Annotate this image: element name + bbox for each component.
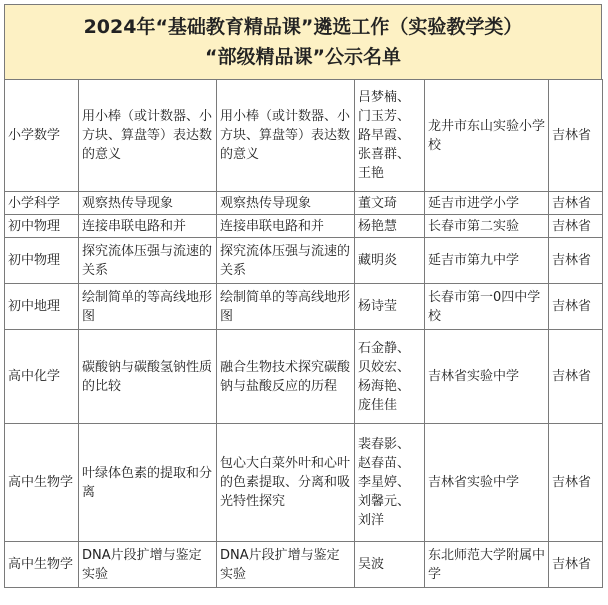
school-cell: 吉林省实验中学 <box>425 424 549 542</box>
teacher-name: 赵春苗、 <box>358 456 411 471</box>
teacher-name: 李星婷、 <box>358 475 411 490</box>
school-cell: 延吉市进学小学 <box>425 192 549 215</box>
table-row <box>5 424 603 542</box>
topic-cell: 绘制简单的等高线地形图 <box>79 284 217 330</box>
school-cell: 延吉市第九中学 <box>425 238 549 284</box>
subject-cell: 高中生物学 <box>5 424 79 542</box>
table-row <box>5 80 603 192</box>
course-cell: 观察热传导现象 <box>217 192 355 215</box>
teacher-name: 贝姣宏、 <box>358 359 411 375</box>
table-row <box>5 330 603 424</box>
teachers-cell <box>355 238 425 284</box>
teachers-cell <box>355 424 425 542</box>
subject-cell: 小学科学 <box>5 192 79 215</box>
teachers-cell <box>355 542 425 588</box>
topic-cell: 碳酸钠与碳酸氢钠性质的比较 <box>79 330 217 424</box>
topic-cell: 观察热传导现象 <box>79 192 217 215</box>
teacher-name: 刘洋 <box>358 513 385 528</box>
teacher-name: 刘馨元、 <box>358 494 411 509</box>
course-cell: 探究流体压强与流速的关系 <box>217 238 355 284</box>
province-cell: 吉林省 <box>549 424 603 542</box>
course-cell: 连接串联电路和并 <box>217 215 355 238</box>
teacher-name: 杨海艳、 <box>358 378 411 394</box>
province-cell: 吉林省 <box>549 215 603 238</box>
teacher-name: 裴春影、 <box>358 437 411 452</box>
province-cell: 吉林省 <box>549 284 603 330</box>
course-cell: 绘制简单的等高线地形图 <box>217 284 355 330</box>
teacher-name: 石金静、 <box>358 340 411 356</box>
subject-cell: 小学数学 <box>5 80 79 192</box>
subject-cell: 初中物理 <box>5 215 79 238</box>
teacher-name: 王艳 <box>358 166 385 181</box>
school-cell: 龙井市东山实验小学校 <box>425 80 549 192</box>
province-cell: 吉林省 <box>549 330 603 424</box>
course-cell: 包心大白菜外叶和心叶的色素提取、分离和吸光特性探究 <box>217 424 355 542</box>
teacher-name: 吕梦楠、 <box>358 90 411 105</box>
teacher-name: 杨艳慧 <box>358 218 398 234</box>
title-line-2: “部级精品课”公示名单 <box>205 46 401 68</box>
province-cell: 吉林省 <box>549 542 603 588</box>
title-line-1: 2024年“基础教育精品课”遴选工作（实验教学类） <box>83 16 523 38</box>
teacher-name: 藏明炎 <box>358 253 398 268</box>
school-cell: 东北师范大学附属中学 <box>425 542 549 588</box>
topic-cell: 连接串联电路和并 <box>79 215 217 238</box>
table-row <box>5 284 603 330</box>
course-cell: 融合生物技术探究碳酸钠与盐酸反应的历程 <box>217 330 355 424</box>
teachers-cell <box>355 192 425 215</box>
teacher-name: 门玉芳、 <box>358 109 411 124</box>
table-row <box>5 192 603 215</box>
teachers-cell <box>355 284 425 330</box>
roster-body <box>5 80 603 588</box>
teachers-cell <box>355 80 425 192</box>
teacher-name: 张喜群、 <box>358 147 411 162</box>
subject-cell: 初中地理 <box>5 284 79 330</box>
course-cell: DNA片段扩增与鉴定实验 <box>217 542 355 588</box>
roster-table <box>4 79 603 588</box>
school-cell: 吉林省实验中学 <box>425 330 549 424</box>
subject-cell: 初中物理 <box>5 238 79 284</box>
school-cell: 长春市第一0四中学校 <box>425 284 549 330</box>
province-cell: 吉林省 <box>549 238 603 284</box>
table-row <box>5 215 603 238</box>
province-cell: 吉林省 <box>549 192 603 215</box>
subject-cell: 高中生物学 <box>5 542 79 588</box>
province-cell: 吉林省 <box>549 80 603 192</box>
course-cell: 用小棒（或计数器、小方块、算盘等）表达数的意义 <box>217 80 355 192</box>
teacher-name: 路早霞、 <box>358 128 411 143</box>
topic-cell: 叶绿体色素的提取和分离 <box>79 424 217 542</box>
school-cell: 长春市第二实验 <box>425 215 549 238</box>
table-row <box>5 542 603 588</box>
teacher-name: 庞佳佳 <box>358 397 398 413</box>
teacher-name: 吴波 <box>358 557 385 572</box>
teacher-name: 董文琦 <box>358 195 398 211</box>
subject-cell: 高中化学 <box>5 330 79 424</box>
table-row <box>5 238 603 284</box>
teachers-cell <box>355 330 425 424</box>
topic-cell: 用小棒（或计数器、小方块、算盘等）表达数的意义 <box>79 80 217 192</box>
teachers-cell <box>355 215 425 238</box>
topic-cell: 探究流体压强与流速的关系 <box>79 238 217 284</box>
topic-cell: DNA片段扩增与鉴定实验 <box>79 542 217 588</box>
title-banner <box>4 4 602 80</box>
teacher-name: 杨诗莹 <box>358 299 398 314</box>
